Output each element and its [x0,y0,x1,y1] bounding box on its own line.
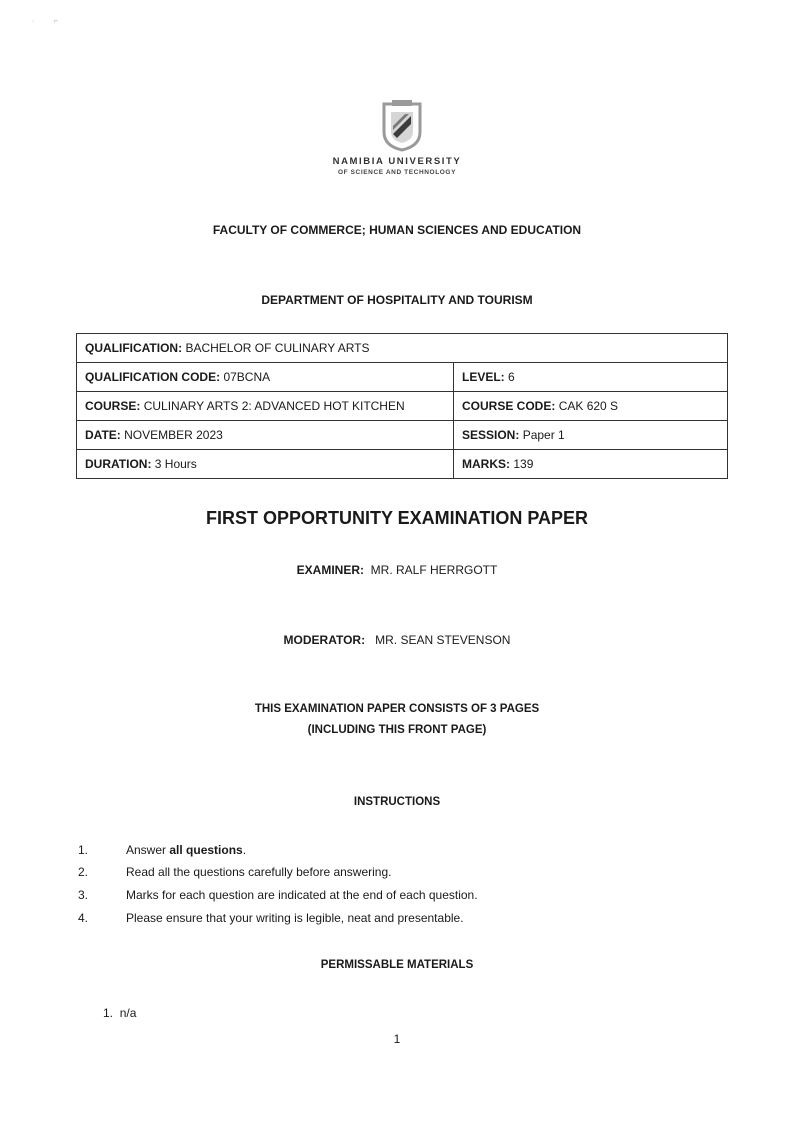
list-item-number: 3. [78,888,89,902]
list-item [0,865,794,883]
materials-heading: PERMISSABLE MATERIALS [320,959,474,971]
qualification-code-label: QUALIFICATION CODE: [85,370,221,384]
examiner-line [0,563,794,577]
page-count-note: (INCLUDING THIS FRONT PAGE) [307,724,487,736]
session-cell [454,421,728,450]
table-row [77,421,728,450]
examiner-label: EXAMINER: [296,563,364,577]
list-item [0,843,794,861]
session-value: Paper 1 [522,428,565,442]
level-label: LEVEL: [462,370,505,384]
moderator-value: MR. SEAN STEVENSON [375,633,511,647]
moderator-label: MODERATOR: [283,633,366,647]
university-name: NAMIBIA UNIVERSITY [332,156,462,167]
faculty-heading: FACULTY OF COMMERCE; HUMAN SCIENCES AND EDUCATION [212,223,582,237]
list-item [0,888,794,906]
list-item-number: 1. [103,1006,114,1020]
course-code-value: CAK 620 S [558,399,619,413]
level-cell [454,363,728,392]
table-row [77,334,728,363]
table-row [77,363,728,392]
table-row [77,392,728,421]
university-subtitle: OF SCIENCE AND TECHNOLOGY [337,169,457,176]
duration-cell [77,450,454,479]
list-item [103,1006,136,1020]
exam-info-table [76,333,728,479]
course-value: CULINARY ARTS 2: ADVANCED HOT KITCHEN [143,399,405,413]
list-item-number: 1. [78,843,89,857]
marks-value: 139 [513,457,534,471]
duration-label: DURATION: [85,457,152,471]
session-label: SESSION: [462,428,520,442]
list-item-text: Marks for each question are indicated at the end of each question. [126,888,478,902]
list-item-text: Answer all questions. [126,843,247,857]
date-label: DATE: [85,428,121,442]
list-item-text: Read all the questions carefully before answering. [126,865,392,879]
qualification-value: BACHELOR OF CULINARY ARTS [185,341,370,355]
instructions-heading: INSTRUCTIONS [353,796,441,808]
list-item-text: Please ensure that your writing is legible, neat and presentable. [126,911,464,925]
examiner-value: MR. RALF HERRGOTT [370,563,498,577]
course-label: COURSE: [85,399,141,413]
qualification-label: QUALIFICATION: [85,341,183,355]
date-cell [77,421,454,450]
page-count-line: THIS EXAMINATION PAPER CONSISTS OF 3 PAGES [254,703,540,715]
moderator-line [0,633,794,647]
level-value: 6 [508,370,515,384]
course-cell [77,392,454,421]
qualification-cell [77,334,728,363]
university-logo [378,98,426,152]
list-item-text: n/a [119,1006,137,1020]
page-number: 1 [393,1032,401,1046]
list-item-number: 2. [78,865,89,879]
course-code-cell [454,392,728,421]
list-item-number: 4. [78,911,89,925]
qualification-code-value: 07BCNA [223,370,271,384]
qualification-code-cell [77,363,454,392]
scan-mark: · ⌐ [32,18,58,25]
course-code-label: COURSE CODE: [462,399,556,413]
table-row [77,450,728,479]
duration-value: 3 Hours [154,457,197,471]
exam-title: FIRST OPPORTUNITY EXAMINATION PAPER [205,508,589,528]
marks-cell [454,450,728,479]
department-heading: DEPARTMENT OF HOSPITALITY AND TOURISM [261,293,533,307]
date-value: NOVEMBER 2023 [124,428,223,442]
list-item [0,911,794,929]
marks-label: MARKS: [462,457,510,471]
